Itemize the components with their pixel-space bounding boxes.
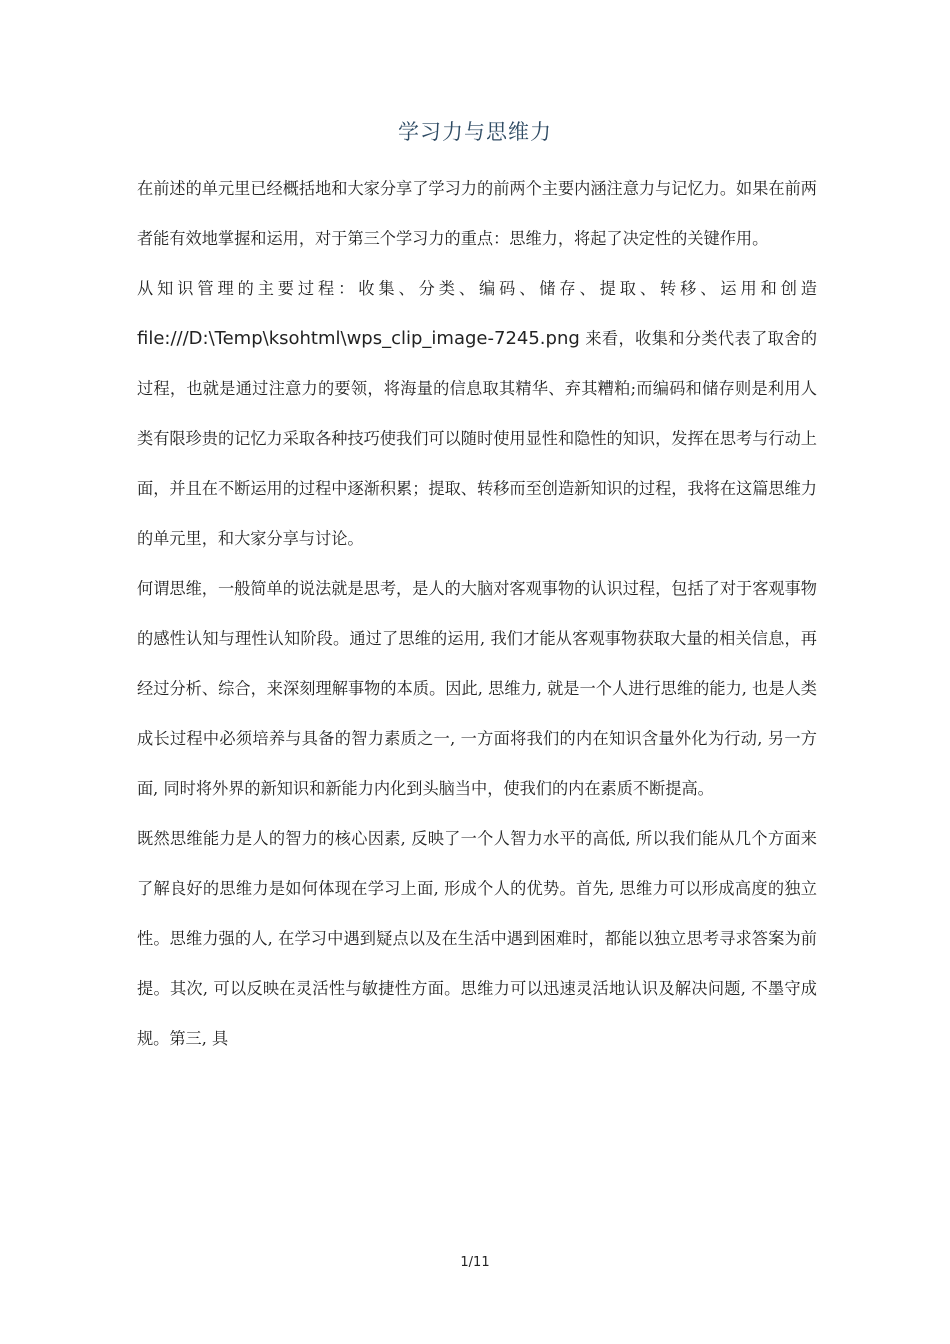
paragraph-definition: 何谓思维，一般简单的说法就是思考，是人的大脑对客观事物的认识过程，包括了对于客观事物的感性认知与理性认知阶段。通过了思维的运用, 我们才能从客观事物获取大量的相关信息，再经过分析、综合，来深刻理解事物的本质。因此, 思维力, 就是一个人进行思维的能力, 也是人类成长过程中必须培养与具备的智力素质之一, 一方面将我们的内在知识含量外化为行动, 另一方面, 同时将外界的新知识和新能力内化到头脑当中，使我们的内在素质不断提高。 [137, 579, 817, 798]
paragraph-text: 从知识管理的主要过程：收集、分类、编码、储存、提取、转移、运用和创造 [137, 279, 817, 298]
paragraph-knowledge-management [137, 264, 817, 564]
document-body [137, 164, 817, 1064]
page-title: 学习力与思维力 [398, 120, 552, 144]
image-file-path: file:///D:\Temp\ksohtml\wps_clip_image-7245.png [137, 328, 580, 349]
paragraph-advantages: 既然思维能力是人的智力的核心因素, 反映了一个人智力水平的高低, 所以我们能从几个方面来了解良好的思维力是如何体现在学习上面, 形成个人的优势。首先, 思维力可以形成高度的独立性。思维力强的人, 在学习中遇到疑点以及在生活中遇到困难时，都能以独立思考寻求答案为前提。其次, 可以反映在灵活性与敏捷性方面。思维力可以迅速灵活地认识及解决问题, 不墨守成规。第三, 具 [137, 829, 817, 1048]
page-number: 1/11 [460, 1255, 490, 1270]
paragraph-text: 来看，收集和分类代表了取舍的过程，也就是通过注意力的要领，将海量的信息取其精华、弃其糟粕;而编码和储存则是利用人类有限珍贵的记忆力采取各种技巧使我们可以随时使用显性和隐性的知识，发挥在思考与行动上面，并且在不断运用的过程中逐渐积累；提取、转移而至创造新知识的过程，我将在这篇思维力的单元里，和大家分享与讨论。 [137, 329, 818, 548]
paragraph-intro: 在前述的单元里已经概括地和大家分享了学习力的前两个主要内涵注意力与记忆力。如果在前两者能有效地掌握和运用，对于第三个学习力的重点：思维力，将起了决定性的关键作用。 [137, 179, 817, 248]
